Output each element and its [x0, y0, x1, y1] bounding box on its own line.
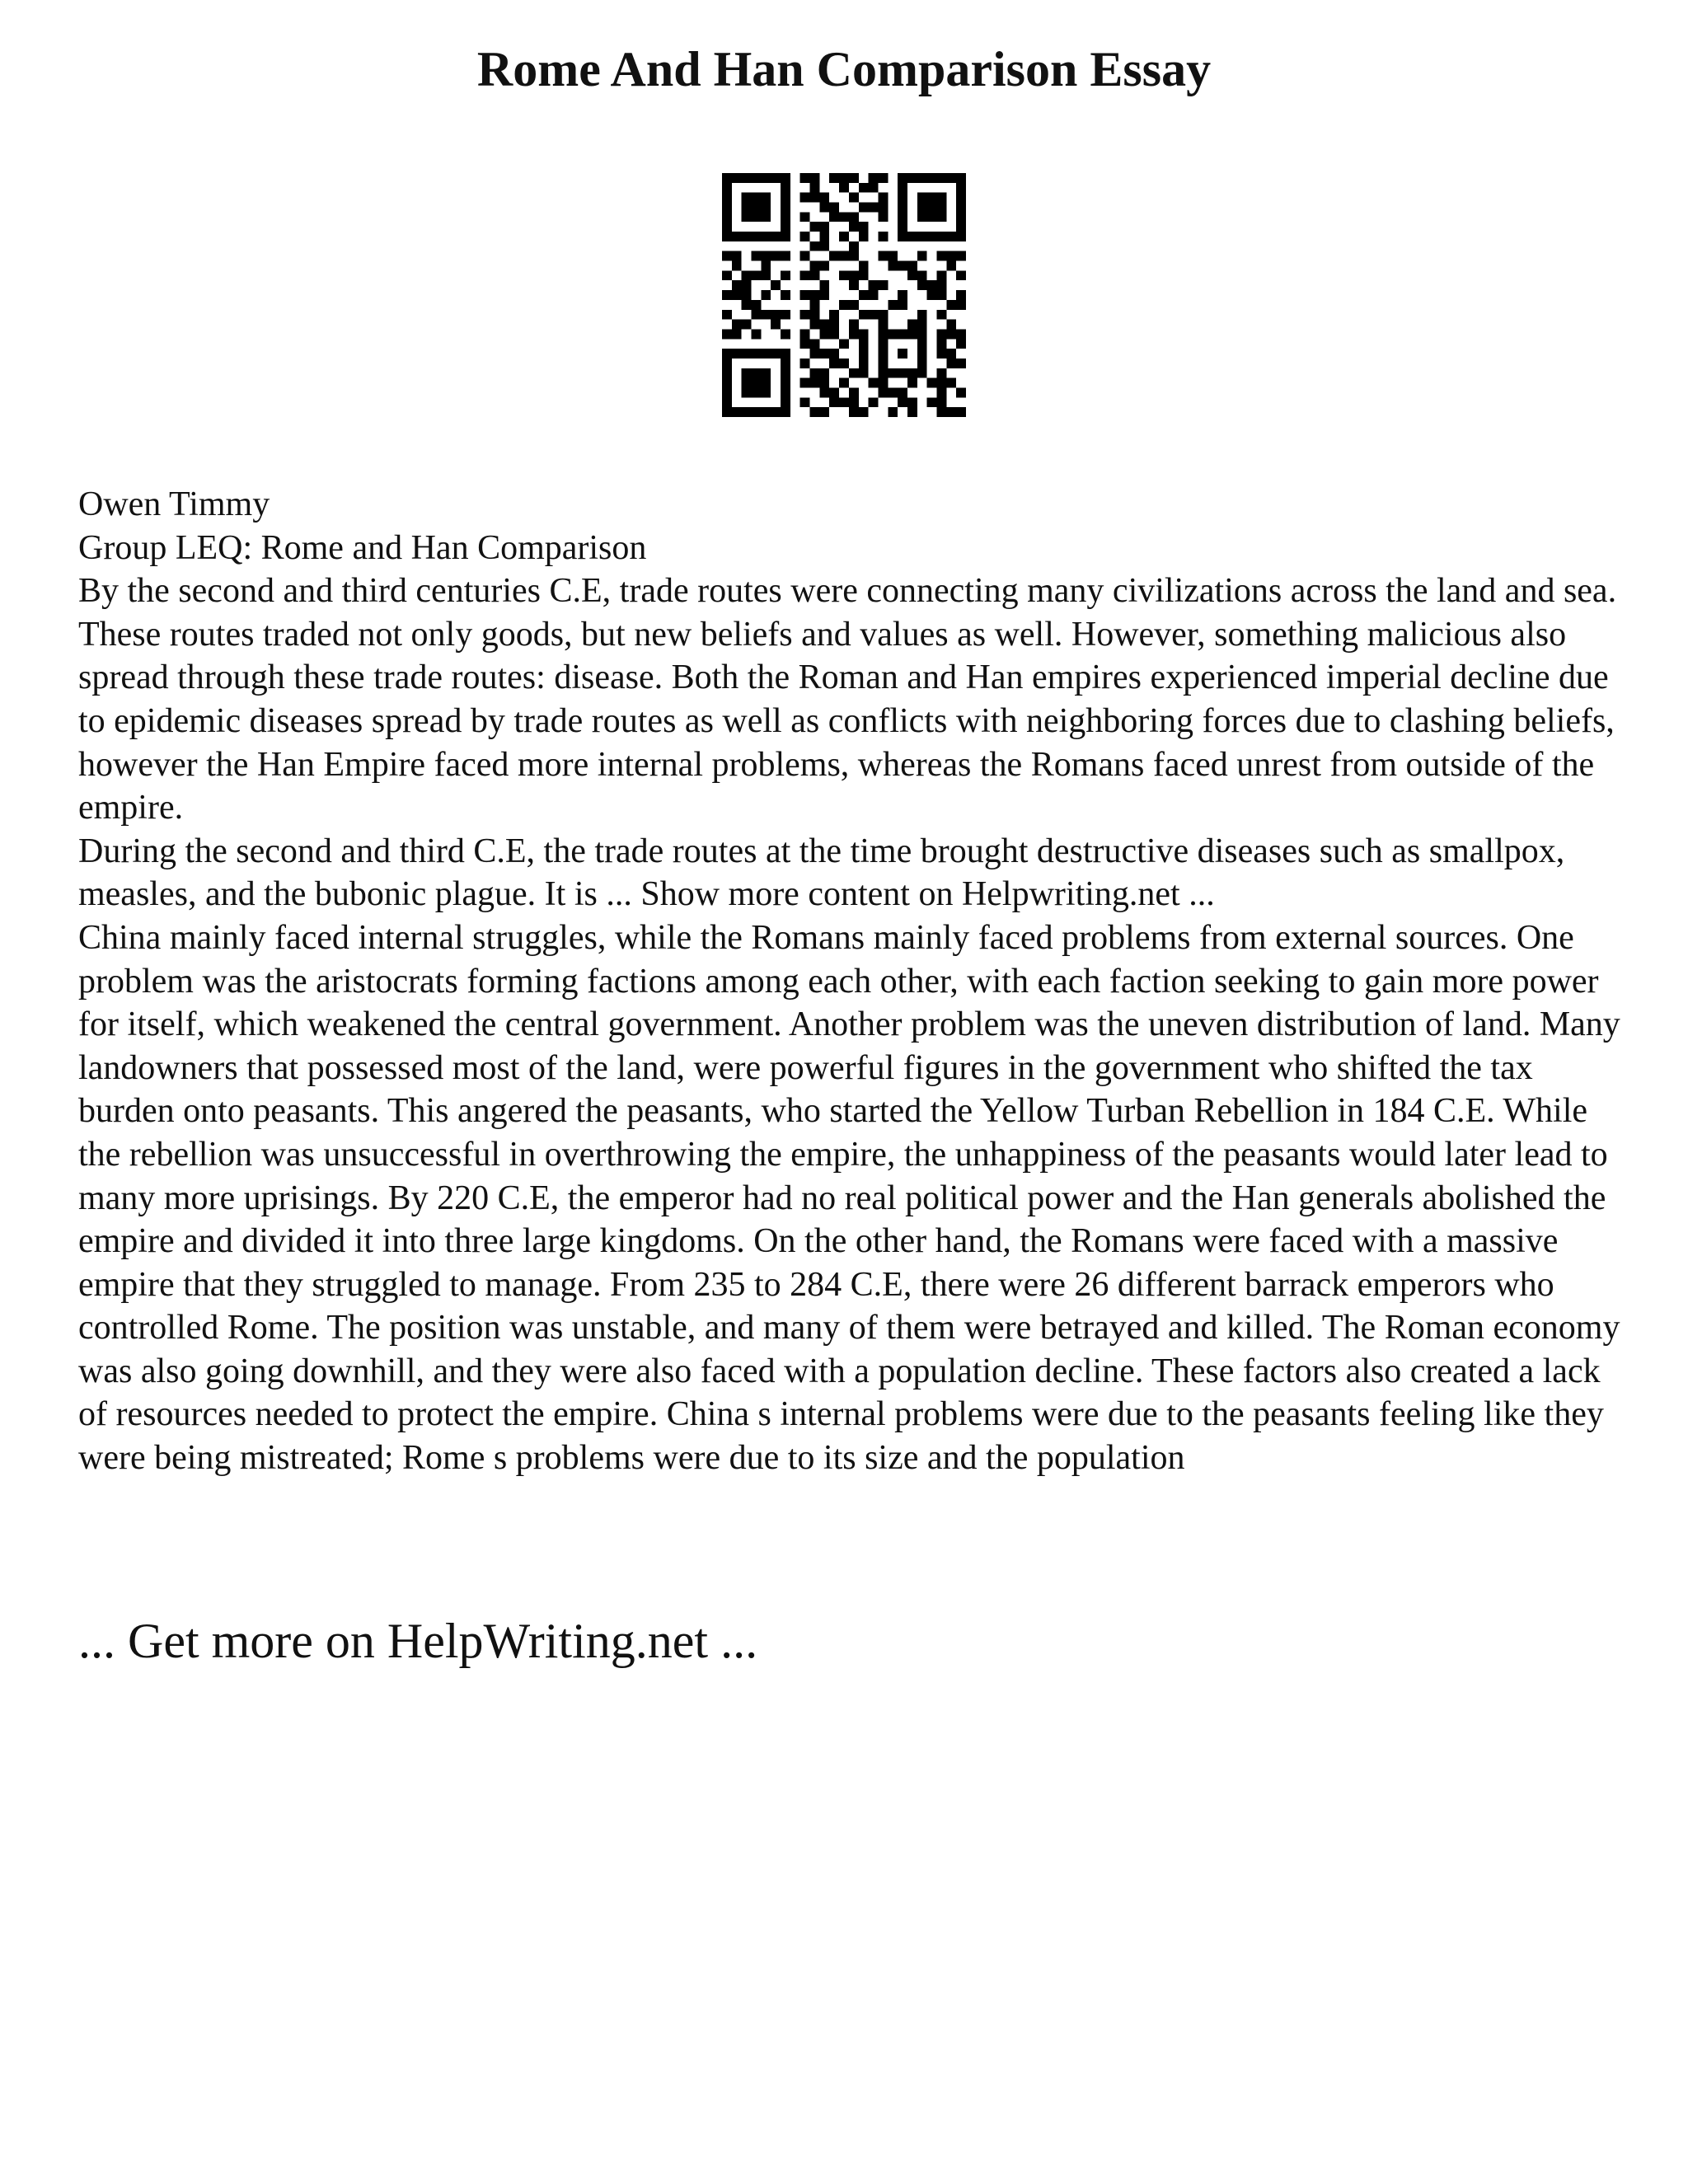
essay-body [78, 483, 1628, 1480]
paragraph: By the second and third centuries C.E, trade routes were connecting many civilizations across the land and sea. These routes traded not only goods, but new beliefs and values as well. However, something malicious also spread through these trade routes: disease. Both the Roman and Han empires experienced imperial decline due to epidemic diseases spread by trade routes as well as conflicts with neighboring forces due to clashing beliefs, however the Han Empire faced more internal problems, whereas the Romans faced unrest from outside of the empire. [78, 572, 1617, 827]
paragraph: During the second and third C.E, the trade routes at the time brought destructive diseases such as smallpox, measles, and the bubonic plague. It is ... Show more content on Helpwriting.net ... [78, 832, 1565, 914]
author-name: Owen Timmy [78, 485, 270, 523]
more-link[interactable]: ... Get more on HelpWriting.net ... [78, 1614, 758, 1668]
qr-code [722, 173, 966, 417]
assignment-title: Group LEQ: Rome and Han Comparison [78, 528, 647, 567]
page-title: Rome And Han Comparison Essay [476, 42, 1212, 96]
paragraph: China mainly faced internal struggles, while the Romans mainly faced problems from external sources. One problem was the aristocrats forming factions among each other, with each faction seeking to gain more power for itself, which weakened the central government. Another problem was the uneven distribution of land. Many landowners that possessed most of the land, were powerful figures in the government who shifted the tax burden onto peasants. This angered the peasants, who started the Yellow Turban Rebellion in 184 C.E. While the rebellion was unsuccessful in overthrowing the empire, the unhappiness of the peasants would later lead to many more uprisings. By 220 C.E, the emperor had no real political power and the Han generals abolished the empire and divided it into three large kingdoms. On the other hand, the Romans were faced with a massive empire that they struggled to manage. From 235 to 284 C.E, there were 26 different barrack emperors who controlled Rome. The position was unstable, and many of them were betrayed and killed. The Roman economy was also going downhill, and they were also faced with a population decline. These factors also created a lack of resources needed to protect the empire. China s internal problems were due to the peasants feeling like they were being mistreated; Rome s problems were due to its size and the population [78, 918, 1620, 1478]
